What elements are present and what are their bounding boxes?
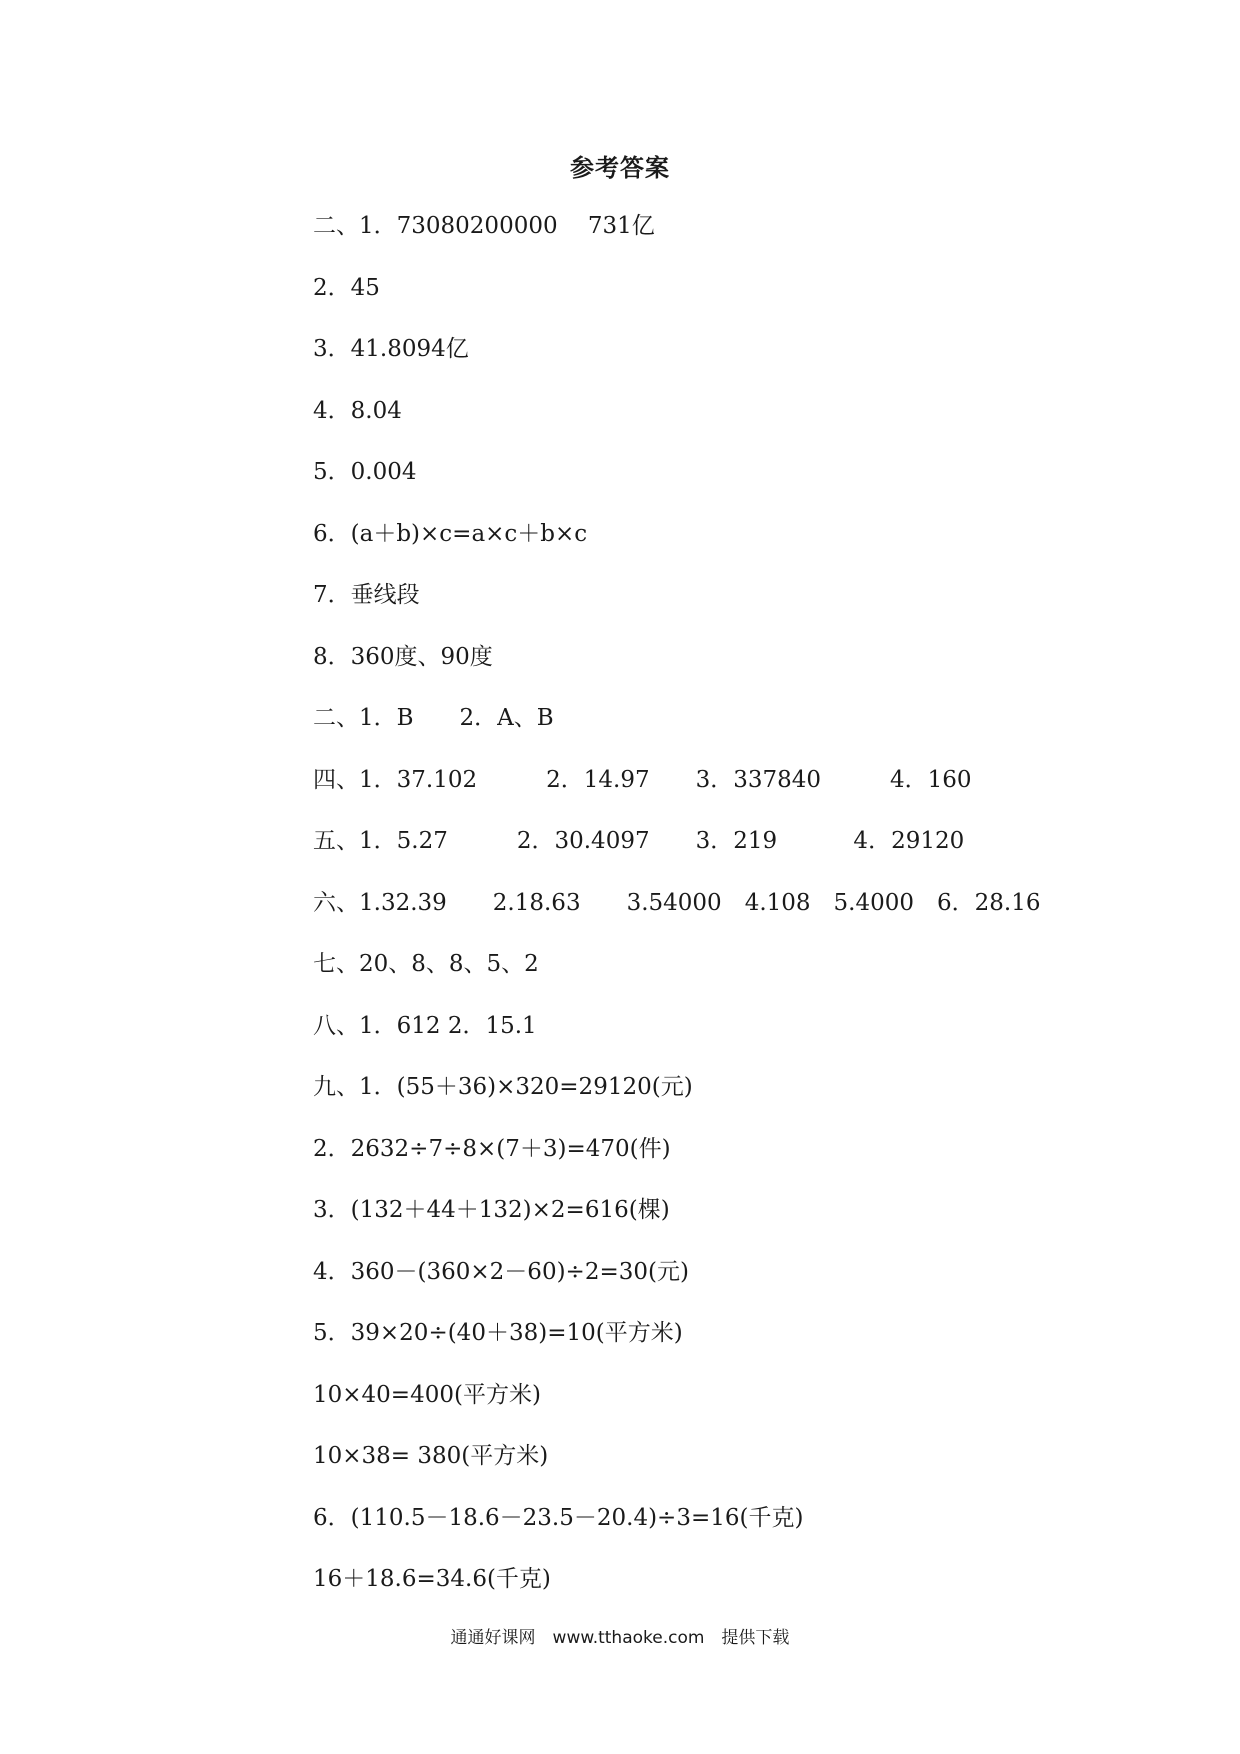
answer-line: 2．45 [313,274,380,301]
answer-line: 四、1．37.102 2．14.97 3．337840 4．160 [313,766,972,793]
answer-line: 八、1．612 2．15.1 [313,1012,537,1039]
answer-line: 10×38= 380(平方米) [313,1443,549,1469]
answer-list [313,210,1193,1625]
answer-line: 二、1．B 2．A、B [313,705,554,731]
answer-line: 九、1．(55＋36)×320=29120(元) [313,1074,693,1100]
answer-line: 七、20、8、8、5、2 [313,951,539,977]
answer-line: 二、1．73080200000 731亿 [313,213,655,239]
answer-line: 3．(132＋44＋132)×2=616(棵) [313,1197,670,1223]
page-footer: 通通好课网 www.tthaoke.com 提供下载 [450,1628,790,1648]
page-title: 参考答案 [570,154,670,182]
answer-line: 7．垂线段 [313,582,420,608]
answer-line: 8．360度、90度 [313,643,493,670]
answer-line: 16＋18.6=34.6(千克) [313,1566,551,1592]
answer-line: 3．41.8094亿 [313,336,469,362]
answer-line: 4．360－(360×2－60)÷2=30(元) [313,1258,689,1285]
answer-line: 六、1.32.39 2.18.63 3.54000 4.108 5.4000 6．28.16 [313,889,1041,916]
answer-line: 五、1．5.27 2．30.4097 3．219 4．29120 [313,828,965,854]
answer-line: 6．(110.5－18.6－23.5－20.4)÷3=16(千克) [313,1504,804,1531]
answer-line: 6．(a＋b)×c=a×c＋b×c [313,520,588,547]
answer-line: 10×40=400(平方米) [313,1381,541,1408]
answer-line: 5．0.004 [313,459,417,485]
answer-line: 5．39×20÷(40＋38)=10(平方米) [313,1320,683,1346]
answer-line: 4．8.04 [313,397,402,424]
answer-line: 2．2632÷7÷8×(7＋3)=470(件) [313,1135,671,1162]
